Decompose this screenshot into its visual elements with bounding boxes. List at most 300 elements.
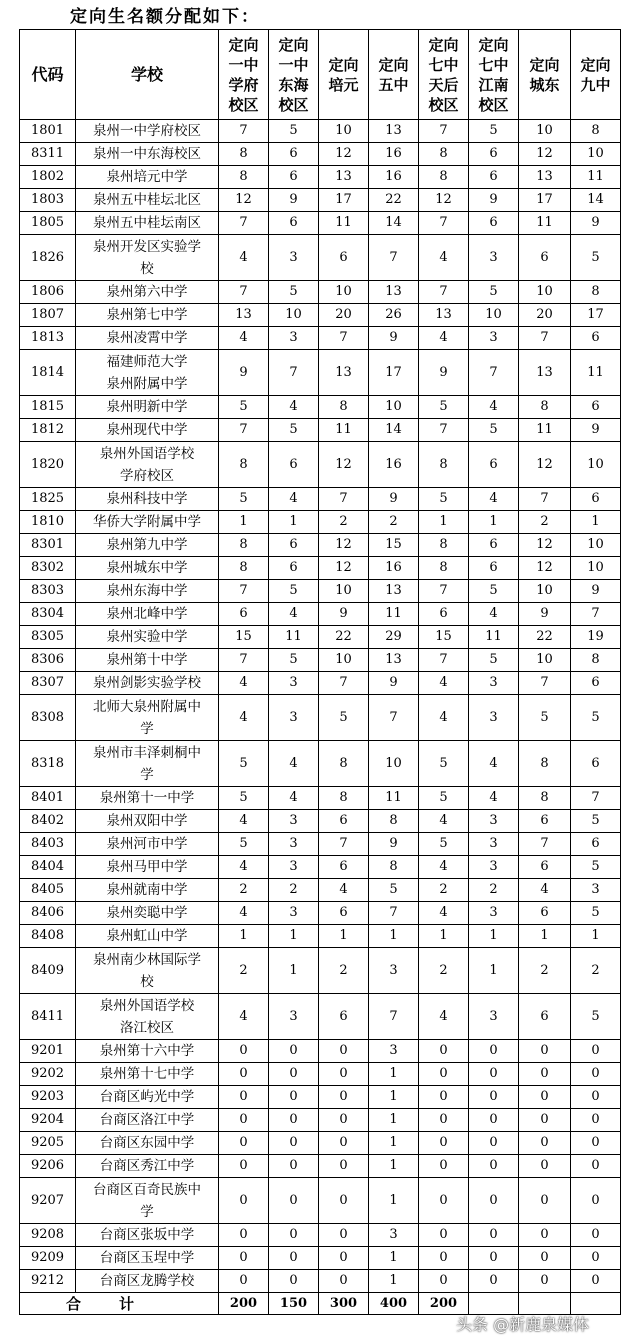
quota-cell: 4 (269, 741, 319, 787)
quota-cell: 3 (269, 810, 319, 833)
quota-cell: 9 (419, 350, 469, 396)
column-header-line: 定向 (428, 35, 459, 54)
table-row (20, 1270, 621, 1293)
quota-cell: 4 (469, 603, 519, 626)
quota-cell: 5 (219, 787, 269, 810)
quota-cell: 0 (419, 1224, 469, 1247)
quota-cell: 4 (269, 603, 319, 626)
quota-cell: 6 (469, 166, 519, 189)
school-code: 8406 (20, 902, 76, 925)
quota-cell: 5 (419, 787, 469, 810)
quota-cell: 6 (269, 534, 319, 557)
school-name-line: 台商区秀江中学 (99, 1158, 195, 1174)
quota-cell: 0 (419, 1086, 469, 1109)
table-row (20, 419, 621, 442)
quota-cell: 0 (469, 1270, 519, 1293)
quota-cell: 9 (369, 833, 419, 856)
quota-cell: 13 (519, 350, 571, 396)
table-row (20, 1109, 621, 1132)
school-name (76, 1224, 219, 1247)
school-code: 9206 (20, 1155, 76, 1178)
quota-cell: 7 (571, 603, 621, 626)
quota-cell: 12 (419, 189, 469, 212)
column-header-line: 五中 (378, 75, 409, 94)
quota-cell: 7 (469, 350, 519, 396)
quota-cell: 9 (571, 419, 621, 442)
quota-cell: 8 (319, 741, 369, 787)
quota-cell: 7 (419, 580, 469, 603)
school-code: 1825 (20, 488, 76, 511)
quota-cell: 6 (571, 396, 621, 419)
quota-cell: 6 (319, 856, 369, 879)
quota-cell: 1 (369, 925, 419, 948)
quota-cell: 6 (269, 212, 319, 235)
quota-cell: 2 (319, 511, 369, 534)
quota-cell: 12 (219, 189, 269, 212)
school-name (76, 189, 219, 212)
quota-cell: 0 (319, 1155, 369, 1178)
total-cell: 200 (419, 1293, 469, 1315)
quota-cell: 6 (519, 235, 571, 281)
school-code: 8401 (20, 787, 76, 810)
quota-cell: 1 (469, 925, 519, 948)
table-body (20, 120, 621, 1315)
quota-cell: 0 (219, 1270, 269, 1293)
table-row (20, 304, 621, 327)
quota-cell: 16 (369, 143, 419, 166)
quota-cell: 6 (571, 327, 621, 350)
table-row (20, 994, 621, 1040)
column-header-line: 定向 (580, 55, 611, 74)
quota-cell: 4 (269, 787, 319, 810)
quota-cell: 0 (571, 1086, 621, 1109)
table-row (20, 511, 621, 534)
quota-cell: 1 (419, 511, 469, 534)
column-header-line: 校区 (228, 95, 259, 114)
quota-cell: 2 (219, 948, 269, 994)
quota-cell: 0 (219, 1109, 269, 1132)
school-name-line: 泉州东海中学 (106, 583, 188, 599)
school-name-line: 泉州五中桂坛北区 (93, 192, 201, 208)
quota-cell: 6 (571, 741, 621, 787)
quota-cell: 17 (319, 189, 369, 212)
quota-cell: 3 (469, 327, 519, 350)
school-name-line: 泉州第七中学 (106, 307, 188, 323)
column-header-line: 定向 (478, 35, 509, 54)
quota-cell: 2 (419, 948, 469, 994)
table-row (20, 787, 621, 810)
quota-cell: 3 (369, 1040, 419, 1063)
quota-cell: 11 (369, 787, 419, 810)
quota-cell: 12 (519, 442, 571, 488)
school-name-line: 泉州第十七中学 (99, 1066, 195, 1082)
quota-cell: 29 (369, 626, 419, 649)
quota-cell: 0 (519, 1109, 571, 1132)
quota-cell: 0 (319, 1247, 369, 1270)
table-row (20, 902, 621, 925)
quota-cell: 6 (269, 442, 319, 488)
quota-cell: 9 (369, 672, 419, 695)
school-code: 9203 (20, 1086, 76, 1109)
quota-cell: 5 (269, 580, 319, 603)
quota-cell: 12 (319, 442, 369, 488)
school-name (76, 1178, 219, 1224)
quota-cell: 4 (319, 879, 369, 902)
quota-cell: 8 (571, 120, 621, 143)
quota-cell: 7 (369, 902, 419, 925)
quota-cell: 11 (571, 166, 621, 189)
quota-cell: 10 (519, 281, 571, 304)
column-header-line: 定向 (278, 35, 309, 54)
quota-cell: 3 (269, 672, 319, 695)
school-name-line: 泉州第九中学 (106, 537, 188, 553)
quota-cell: 10 (319, 580, 369, 603)
quota-cell: 7 (519, 488, 571, 511)
quota-cell: 8 (419, 143, 469, 166)
quota-cell: 5 (219, 488, 269, 511)
quota-cell: 7 (219, 419, 269, 442)
school-name-line: 台商区张坂中学 (99, 1227, 195, 1243)
quota-cell: 7 (419, 212, 469, 235)
quota-cell: 10 (369, 741, 419, 787)
quota-cell: 4 (419, 695, 469, 741)
quota-cell: 9 (571, 580, 621, 603)
school-name-line: 学 (140, 1203, 154, 1220)
quota-cell: 1 (571, 925, 621, 948)
quota-cell: 1 (219, 511, 269, 534)
quota-cell: 5 (219, 396, 269, 419)
school-code: 9202 (20, 1063, 76, 1086)
school-code: 8311 (20, 143, 76, 166)
quota-cell: 4 (219, 856, 269, 879)
column-header-line: 江南 (478, 75, 509, 94)
quota-cell: 4 (419, 994, 469, 1040)
school-name-line: 泉州现代中学 (106, 422, 188, 438)
quota-cell: 3 (269, 902, 319, 925)
quota-cell: 9 (469, 189, 519, 212)
quota-cell: 0 (469, 1224, 519, 1247)
quota-cell: 4 (219, 327, 269, 350)
quota-cell: 2 (419, 879, 469, 902)
quota-cell: 4 (469, 741, 519, 787)
school-name (76, 304, 219, 327)
quota-cell: 0 (219, 1155, 269, 1178)
quota-cell: 10 (319, 120, 369, 143)
quota-cell: 0 (319, 1040, 369, 1063)
quota-cell: 5 (269, 120, 319, 143)
total-cell: 150 (269, 1293, 319, 1315)
quota-cell: 0 (319, 1178, 369, 1224)
school-name (76, 626, 219, 649)
school-code: 1802 (20, 166, 76, 189)
quota-cell: 8 (219, 534, 269, 557)
quota-cell: 3 (269, 994, 319, 1040)
quota-cell: 1 (219, 925, 269, 948)
school-name-line: 洛江校区 (120, 1019, 174, 1036)
quota-cell: 7 (319, 833, 369, 856)
quota-cell: 1 (419, 925, 469, 948)
table-row (20, 649, 621, 672)
quota-cell: 10 (469, 304, 519, 327)
quota-cell: 2 (469, 879, 519, 902)
school-code: 1805 (20, 212, 76, 235)
quota-cell: 0 (319, 1132, 369, 1155)
quota-cell: 2 (219, 879, 269, 902)
quota-cell: 5 (269, 281, 319, 304)
quota-cell: 0 (269, 1086, 319, 1109)
quota-cell: 5 (469, 580, 519, 603)
quota-cell: 0 (519, 1270, 571, 1293)
table-row (20, 235, 621, 281)
quota-cell: 7 (519, 833, 571, 856)
table-row (20, 189, 621, 212)
school-name-line: 泉州第十六中学 (99, 1043, 195, 1059)
school-name (76, 166, 219, 189)
column-header-line: 七中 (428, 55, 459, 74)
school-name-line: 泉州南少林国际学 (93, 951, 201, 968)
quota-cell: 10 (519, 580, 571, 603)
school-name (76, 787, 219, 810)
quota-cell: 5 (571, 235, 621, 281)
quota-cell: 1 (269, 511, 319, 534)
school-name-line: 台商区屿光中学 (99, 1089, 195, 1105)
quota-cell: 1 (269, 925, 319, 948)
quota-cell: 13 (369, 120, 419, 143)
school-code: 8305 (20, 626, 76, 649)
school-name (76, 488, 219, 511)
quota-cell: 11 (469, 626, 519, 649)
quota-cell: 9 (269, 189, 319, 212)
quota-cell: 5 (571, 695, 621, 741)
school-code: 8404 (20, 856, 76, 879)
school-name-line: 泉州实验中学 (106, 629, 188, 645)
column-header (219, 30, 269, 120)
school-name-line: 泉州城东中学 (106, 560, 188, 576)
quota-cell: 1 (469, 511, 519, 534)
column-header-line: 学府 (228, 75, 259, 94)
quota-cell: 14 (571, 189, 621, 212)
quota-cell: 12 (319, 143, 369, 166)
table-row (20, 672, 621, 695)
quota-cell: 2 (571, 948, 621, 994)
quota-cell: 0 (571, 1247, 621, 1270)
quota-cell: 10 (519, 649, 571, 672)
quota-cell: 4 (219, 672, 269, 695)
quota-cell: 0 (419, 1155, 469, 1178)
quota-cell: 6 (469, 143, 519, 166)
quota-cell: 8 (571, 281, 621, 304)
column-header-line: 一中 (278, 55, 309, 74)
table-row (20, 281, 621, 304)
table-row (20, 1086, 621, 1109)
quota-cell: 12 (519, 557, 571, 580)
quota-cell: 6 (469, 442, 519, 488)
quota-cell: 13 (369, 281, 419, 304)
quota-cell: 5 (469, 281, 519, 304)
quota-cell: 0 (219, 1063, 269, 1086)
quota-cell: 7 (369, 695, 419, 741)
quota-cell: 6 (319, 994, 369, 1040)
quota-cell: 9 (571, 212, 621, 235)
school-code: 1814 (20, 350, 76, 396)
quota-cell: 3 (469, 902, 519, 925)
quota-cell: 7 (219, 212, 269, 235)
total-label: 合计 (20, 1293, 219, 1315)
quota-cell: 1 (369, 1178, 419, 1224)
quota-cell: 0 (519, 1132, 571, 1155)
school-code: 1815 (20, 396, 76, 419)
quota-cell: 5 (519, 695, 571, 741)
school-name (76, 925, 219, 948)
quota-cell: 4 (419, 672, 469, 695)
quota-cell: 8 (519, 741, 571, 787)
school-name-line: 泉州第六中学 (106, 284, 188, 300)
quota-cell: 10 (571, 534, 621, 557)
school-code: 8303 (20, 580, 76, 603)
quota-cell: 0 (219, 1247, 269, 1270)
quota-cell: 0 (269, 1109, 319, 1132)
school-name-line: 台商区百奇民族中 (93, 1181, 201, 1198)
quota-cell: 0 (571, 1224, 621, 1247)
school-name (76, 833, 219, 856)
school-code: 9208 (20, 1224, 76, 1247)
table-row (20, 1040, 621, 1063)
school-name (76, 1270, 219, 1293)
quota-cell: 7 (269, 350, 319, 396)
school-code: 1803 (20, 189, 76, 212)
quota-cell: 1 (319, 925, 369, 948)
school-name (76, 143, 219, 166)
table-row (20, 488, 621, 511)
quota-cell: 5 (419, 741, 469, 787)
quota-cell: 9 (369, 488, 419, 511)
quota-cell: 1 (369, 1270, 419, 1293)
quota-cell: 7 (571, 787, 621, 810)
school-name-line: 泉州一中东海校区 (93, 146, 201, 162)
quota-cell: 26 (369, 304, 419, 327)
column-header-line: 定向 (328, 55, 359, 74)
quota-cell: 20 (519, 304, 571, 327)
quota-cell: 0 (519, 1086, 571, 1109)
school-name (76, 1155, 219, 1178)
quota-cell: 11 (319, 212, 369, 235)
quota-cell: 3 (571, 879, 621, 902)
school-name (76, 442, 219, 488)
quota-cell: 1 (519, 925, 571, 948)
quota-cell: 7 (219, 281, 269, 304)
school-code: 1826 (20, 235, 76, 281)
column-header (571, 30, 621, 120)
quota-cell: 14 (369, 212, 419, 235)
quota-cell: 5 (469, 120, 519, 143)
column-header-line: 一中 (228, 55, 259, 74)
column-header (519, 30, 571, 120)
quota-cell: 9 (369, 327, 419, 350)
quota-cell: 7 (369, 994, 419, 1040)
quota-cell: 4 (419, 235, 469, 281)
quota-cell: 5 (571, 856, 621, 879)
quota-cell: 3 (469, 235, 519, 281)
table-row (20, 1063, 621, 1086)
school-name (76, 1247, 219, 1270)
quota-cell: 10 (571, 442, 621, 488)
quota-cell: 4 (219, 994, 269, 1040)
quota-cell: 13 (519, 166, 571, 189)
quota-cell: 11 (269, 626, 319, 649)
table-row (20, 350, 621, 396)
school-name (76, 235, 219, 281)
school-name (76, 557, 219, 580)
school-code: 8403 (20, 833, 76, 856)
quota-cell: 6 (519, 810, 571, 833)
quota-cell: 2 (269, 879, 319, 902)
school-code: 8307 (20, 672, 76, 695)
quota-cell: 8 (571, 649, 621, 672)
quota-cell: 3 (469, 994, 519, 1040)
quota-cell: 8 (519, 787, 571, 810)
quota-cell: 3 (269, 695, 319, 741)
school-name (76, 948, 219, 994)
quota-cell: 3 (469, 672, 519, 695)
quota-cell: 7 (219, 580, 269, 603)
quota-cell: 1 (369, 1132, 419, 1155)
quota-cell: 0 (419, 1132, 469, 1155)
school-name-line: 泉州奕聪中学 (106, 905, 188, 921)
table-row (20, 166, 621, 189)
school-name (76, 1132, 219, 1155)
school-name-line: 泉州双阳中学 (106, 813, 188, 829)
school-code: 8409 (20, 948, 76, 994)
quota-cell: 4 (269, 396, 319, 419)
quota-cell: 19 (571, 626, 621, 649)
school-name (76, 902, 219, 925)
column-header-line: 定向 (529, 55, 560, 74)
quota-cell: 4 (469, 787, 519, 810)
quota-cell: 1 (369, 1063, 419, 1086)
quota-cell: 3 (369, 1224, 419, 1247)
column-header-line: 定向 (378, 55, 409, 74)
school-name-line: 北师大泉州附属中 (93, 698, 201, 715)
quota-cell: 8 (219, 143, 269, 166)
quota-cell: 0 (219, 1178, 269, 1224)
school-name (76, 879, 219, 902)
total-cell: 200 (219, 1293, 269, 1315)
quota-cell: 13 (319, 166, 369, 189)
school-name-line: 学 (140, 766, 154, 783)
quota-cell: 6 (469, 534, 519, 557)
school-name-line: 华侨大学附属中学 (93, 514, 201, 530)
quota-cell: 6 (319, 235, 369, 281)
school-name-line: 泉州市丰泽刺桐中 (93, 744, 201, 761)
quota-cell: 5 (219, 833, 269, 856)
column-header (319, 30, 369, 120)
column-header-line: 代码 (31, 64, 64, 84)
school-name (76, 350, 219, 396)
quota-cell: 5 (419, 396, 469, 419)
quota-cell: 0 (269, 1270, 319, 1293)
school-code: 9207 (20, 1178, 76, 1224)
table-row (20, 879, 621, 902)
school-code: 1807 (20, 304, 76, 327)
table-row (20, 557, 621, 580)
school-name-line: 泉州科技中学 (106, 491, 188, 507)
quota-cell: 22 (369, 189, 419, 212)
quota-cell: 2 (319, 948, 369, 994)
quota-cell: 8 (419, 557, 469, 580)
column-header-line: 七中 (478, 55, 509, 74)
quota-cell: 4 (419, 856, 469, 879)
school-code: 8318 (20, 741, 76, 787)
